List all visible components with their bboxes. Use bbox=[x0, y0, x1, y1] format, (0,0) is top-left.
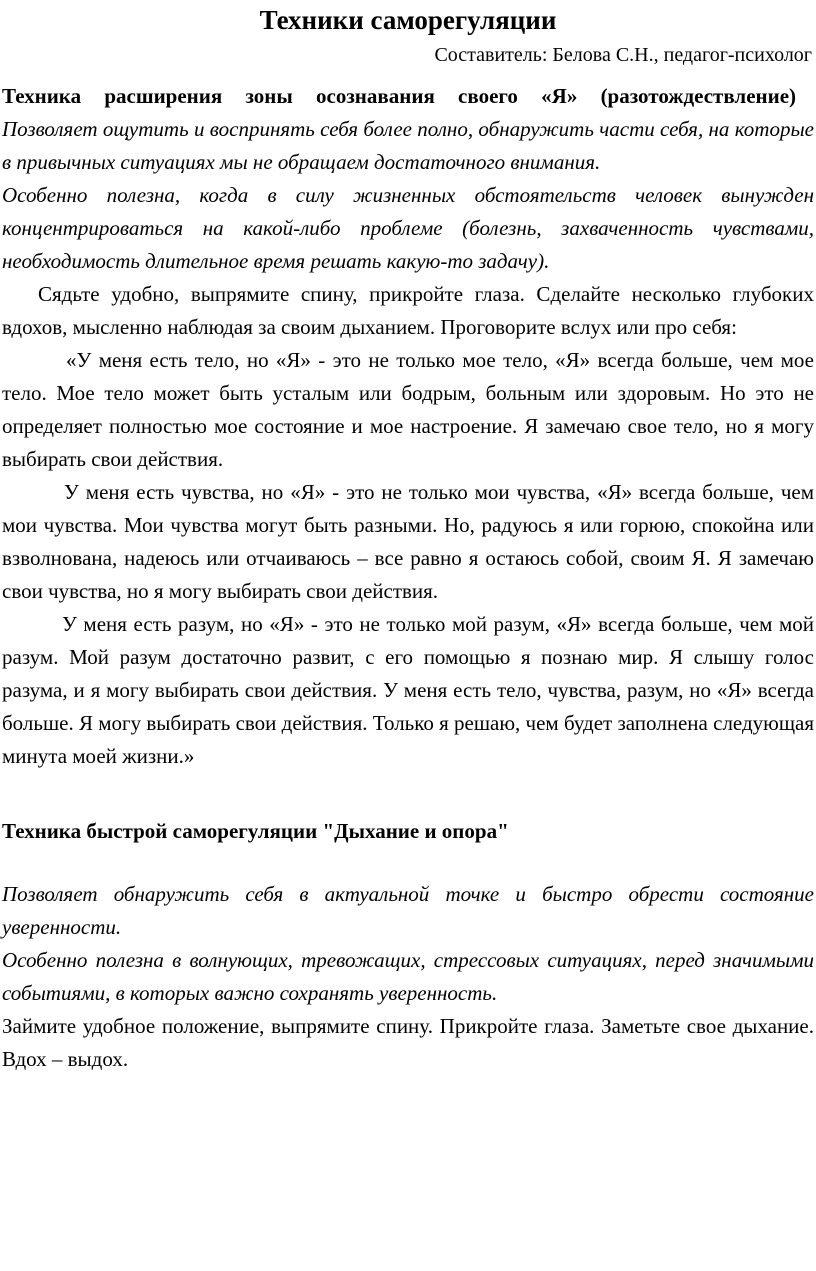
spacer bbox=[2, 848, 814, 878]
section1-instruction: Сядьте удобно, выпрямите спину, прикройте глаза. Сделайте несколько глубоких вдохов, мысленно наблюдая за своим дыханием. Проговорите вслух или про себя: bbox=[2, 282, 814, 339]
section-heading-self-awareness: Техника расширения зоны осознавания своего «Я» (разотождествление) bbox=[2, 84, 797, 108]
page-title: Техники саморегуляции bbox=[259, 5, 557, 35]
section2-instruction: Займите удобное положение, выпрямите спину. Прикройте глаза. Заметьте свое дыхание. Вдох – выдох. bbox=[2, 1014, 814, 1071]
section1-feelings-paragraph: У меня есть чувства, но «Я» - это не только мои чувства, «Я» всегда больше, чем мои чувства. Мои чувства могут быть разными. Но, радуюсь я или горюю, спокойна или взволнована, надеюсь или отчаиваюсь – все равно я остаюсь собой, своим Я. Я замечаю свои чувства, но я могу выбирать свои действия. bbox=[2, 480, 814, 603]
section2-intro-purpose: Позволяет обнаружить себя в актуальной точке и быстро обрести состояние уверенности. bbox=[2, 882, 814, 939]
section1-intro-purpose: Позволяет ощутить и воспринять себя более полно, обнаружить части себя, на которые в привычных ситуациях мы не обращаем достаточного внимания. bbox=[2, 117, 814, 174]
section1-intro-usage: Особенно полезна, когда в силу жизненных обстоятельств человек вынужден концентрироваться на какой-либо проблеме (болезнь, захваченность чувствами, необходимость длительное время решать какую-то задачу). bbox=[2, 183, 814, 273]
author-line: Составитель: Белова С.Н., педагог-психолог bbox=[434, 44, 812, 66]
section2-intro-usage: Особенно полезна в волнующих, тревожащих, стрессовых ситуациях, перед значимыми событиями, в которых важно сохранять уверенность. bbox=[2, 948, 814, 1005]
section1-mind-paragraph: У меня есть разум, но «Я» - это не только мой разум, «Я» всегда больше, чем мой разум. Мой разум достаточно развит, с его помощью я познаю мир. Я слышу голос разума, и я могу выбирать свои действия. У меня есть тело, чувства, разум, но «Я» всегда больше. Я могу выбирать свои действия. Только я решаю, чем будет заполнена следующая минута моей жизни.» bbox=[2, 612, 814, 768]
section-heading-breathing: Техника быстрой саморегуляции "Дыхание и опора" bbox=[2, 819, 509, 843]
section1-body-paragraph: «У меня есть тело, но «Я» - это не только мое тело, «Я» всегда больше, чем мое тело. Мое тело может быть усталым или бодрым, больным или здоровым. Но это не определяет полностью мое состояние и мое настроение. Я замечаю свое тело, но я могу выбирать свои действия. bbox=[2, 348, 814, 471]
